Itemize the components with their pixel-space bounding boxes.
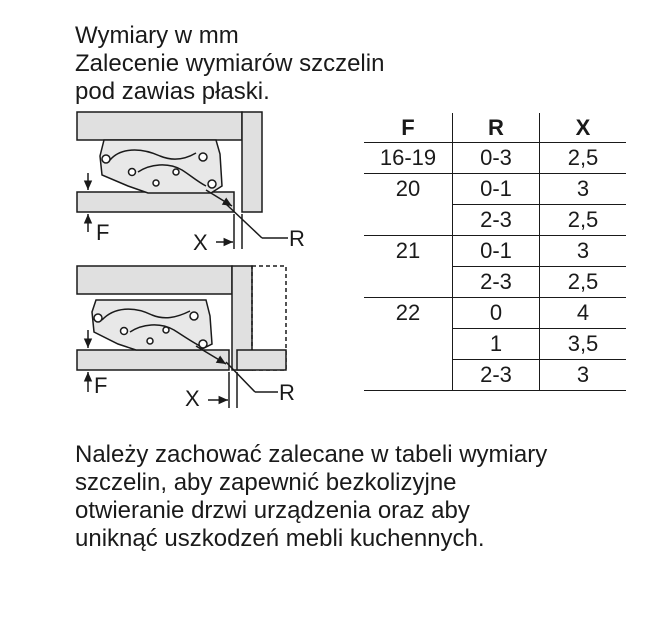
cell-r: 2-3 [453,360,540,391]
upper-door-panel [77,192,234,212]
note-line-3: otwieranie drzwi urządzenia oraz aby [75,497,470,524]
cell-f: 20 [395,176,421,202]
cell-x: 2,5 [540,143,627,174]
lower-label-r: R [279,380,295,405]
cell-r: 0-1 [453,174,540,205]
cell-f: 16-19 [364,143,453,174]
cell-r: 2-3 [453,205,540,236]
lower-label-f: F [94,373,108,398]
table-row [364,205,626,236]
upper-side-panel [242,112,262,212]
note-line-2: szczelin, aby zapewnić bezkolizyjne [75,469,457,496]
cell-x: 2,5 [540,205,627,236]
cell-x: 2,5 [540,267,627,298]
lower-furniture-door [237,350,286,370]
table-row [364,298,626,329]
table-row [364,329,626,360]
header-f: F [364,113,453,143]
note-line-1: Należy zachować zalecane w tabeli wymiary [75,441,548,468]
table-header-row [364,113,626,143]
cell-x: 3 [540,236,627,267]
heading-line-3: pod zawias płaski. [75,78,270,105]
cell-r: 0 [453,298,540,329]
cell-f: 21 [395,238,421,264]
header-x: X [540,113,627,143]
cell-f: 22 [395,300,421,326]
table-row [364,360,626,391]
cell-x: 4 [540,298,627,329]
table-row [364,143,626,174]
table-row [364,267,626,298]
table-row [364,236,626,267]
cell-r: 2-3 [453,267,540,298]
cell-r: 0-3 [453,143,540,174]
lower-door-panel [77,350,229,370]
table-row [364,174,626,205]
cell-x: 3,5 [540,329,627,360]
cell-r: 0-1 [453,236,540,267]
recommendation-note [75,441,547,553]
cell-x: 3 [540,174,627,205]
upper-label-f: F [96,220,110,245]
lower-hinge-diagram [77,266,286,408]
heading-line-2: Zalecenie wymiarów szczelin [75,50,385,77]
upper-label-x: X [193,230,208,255]
cell-x: 3 [540,360,627,391]
lower-label-x: X [185,386,200,411]
upper-cabinet-top [77,112,242,140]
note-line-4: uniknąć uszkodzeń mebli kuchennych. [75,525,485,552]
heading-line-1: Wymiary w mm [75,22,239,49]
cell-r: 1 [453,329,540,360]
gap-dimensions-table [364,113,626,391]
lower-cabinet-top [77,266,232,294]
header-r: R [453,113,540,143]
upper-label-r: R [289,226,305,251]
